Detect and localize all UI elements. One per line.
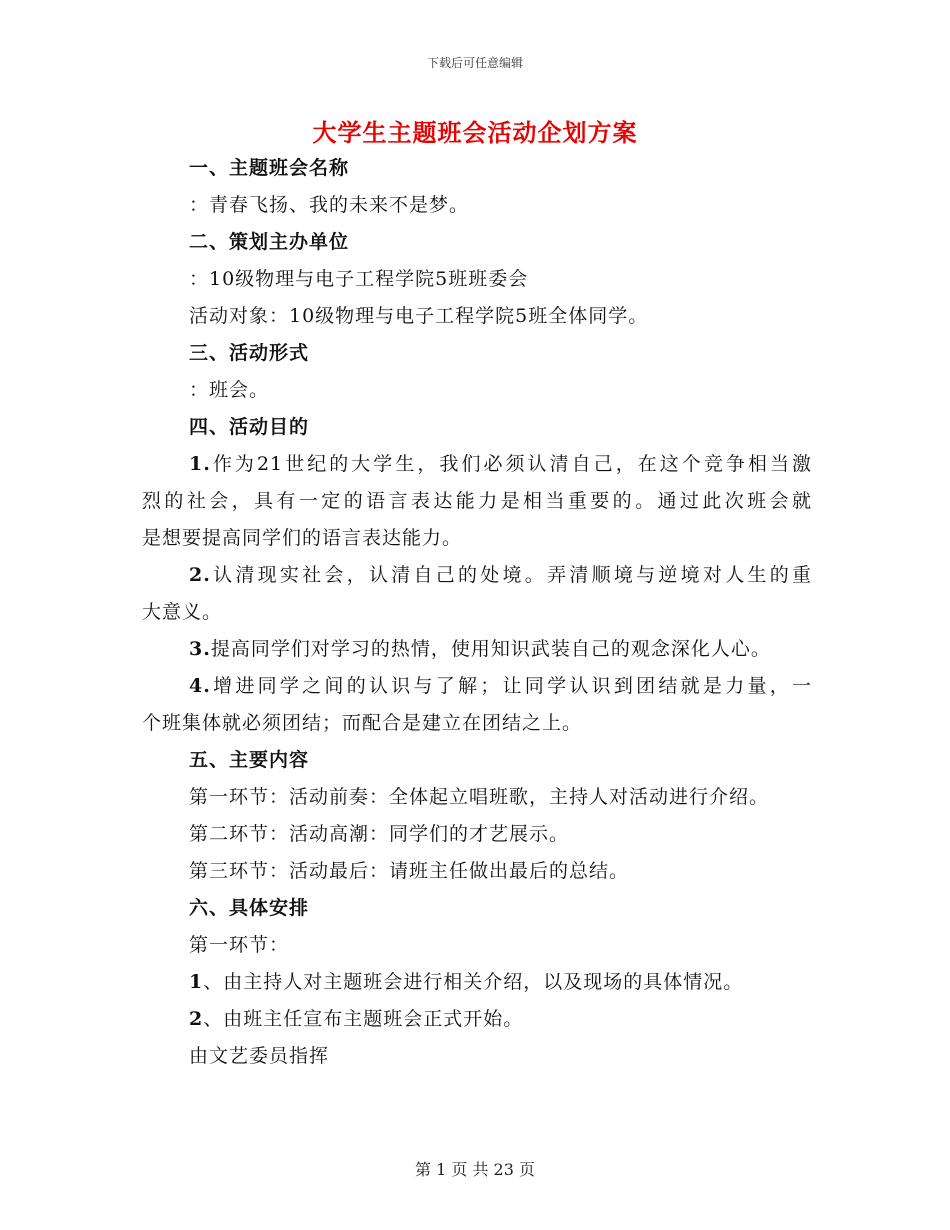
section-heading-purpose: 四、活动目的: [189, 416, 310, 438]
arrangement-item-1: 1、由主持人对主题班会进行相关介绍，以及现场的具体情况。: [189, 971, 744, 993]
document-body: [142, 150, 812, 1075]
section-heading-theme-name: 一、主题班会名称: [189, 157, 350, 179]
list-number: 2.: [189, 564, 211, 586]
section-heading-arrangement: 六、具体安排: [189, 897, 310, 919]
document-title: 大学生主题班会活动企划方案: [312, 118, 638, 147]
list-number: 4.: [189, 675, 211, 697]
list-number: 3.: [189, 638, 211, 660]
purpose-item-1-line-2: 烈的社会，具有一定的语言表达能力是相当重要的。通过此次班会就: [142, 490, 812, 512]
section-heading-organizer: 二、策划主办单位: [189, 231, 350, 253]
content-stage-3: 第三环节：活动最后：请班主任做出最后的总结。: [189, 860, 630, 882]
paragraph-audience: 活动对象：10级物理与电子工程学院5班全体同学。: [189, 305, 649, 327]
paragraph-format: ：班会。: [189, 379, 270, 401]
purpose-item-4-line-1: 4.增进同学之间的认识与了解；让同学认识到团结就是力量，一: [189, 675, 812, 697]
section-heading-format: 三、活动形式: [189, 342, 310, 364]
paragraph-theme-name: ：青春飞扬、我的未来不是梦。: [189, 194, 470, 216]
arrangement-item-2: 2、由班主任宣布主题班会正式开始。: [189, 1008, 524, 1030]
content-stage-2: 第二环节：活动高潮：同学们的才艺展示。: [189, 823, 570, 845]
purpose-item-1-line-3: 是想要提高同学们的语言表达能力。: [142, 527, 463, 549]
arrangement-stage-1: 第一环节：: [189, 934, 290, 956]
purpose-item-2-line-1: 2.认清现实社会，认清自己的处境。弄清顺境与逆境对人生的重: [189, 564, 812, 586]
page-footer: 第 1 页 共 23 页: [415, 1160, 535, 1179]
arrangement-note: 由文艺委员指挥: [189, 1045, 330, 1067]
header-note: 下载后可任意编辑: [426, 56, 523, 70]
content-stage-1: 第一环节：活动前奏：全体起立唱班歌，主持人对活动进行介绍。: [189, 786, 770, 808]
section-heading-content: 五、主要内容: [189, 749, 310, 771]
list-number: 1.: [189, 453, 211, 475]
purpose-item-2-line-2: 大意义。: [142, 601, 223, 623]
purpose-item-1-line-1: 1.作为21世纪的大学生，我们必须认清自己，在这个竞争相当激: [189, 453, 812, 475]
list-number: 2: [189, 1008, 204, 1030]
purpose-item-3-line-1: 3.提高同学们对学习的热情，使用知识武装自己的观念深化人心。: [189, 638, 771, 660]
list-number: 1: [189, 971, 204, 993]
paragraph-organizer: ：10级物理与电子工程学院5班班委会: [189, 268, 529, 290]
purpose-item-4-line-2: 个班集体就必须团结；而配合是建立在团结之上。: [142, 712, 583, 734]
